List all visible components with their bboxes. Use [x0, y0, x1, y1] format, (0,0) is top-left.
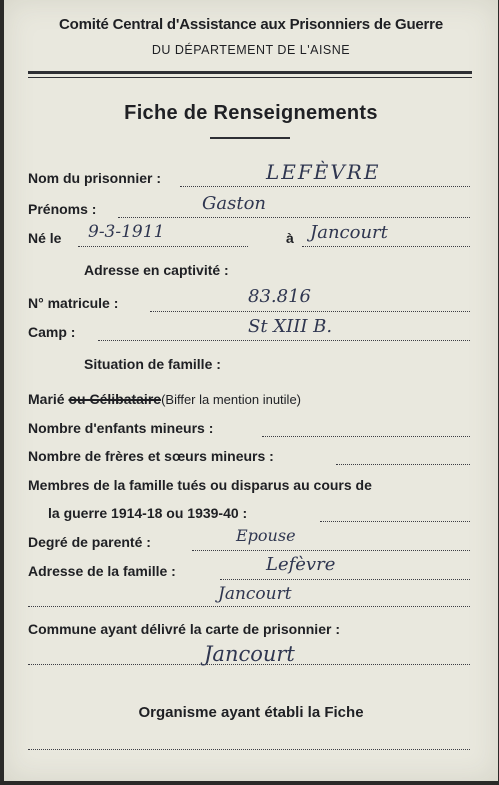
parente-line [192, 550, 470, 551]
adresse-famille-label: Adresse de la famille : [28, 563, 176, 579]
celibataire-label-struck: ou Célibataire [68, 391, 162, 407]
a-label: à [286, 230, 294, 246]
adresse-famille-value1: Lefèvre [266, 554, 336, 575]
header-rule-thin [28, 77, 472, 78]
information-card [4, 0, 498, 781]
form-title: Fiche de Renseignements [124, 102, 378, 124]
title-underline [210, 137, 290, 139]
camp-line [98, 340, 470, 341]
matricule-value: 83.816 [248, 286, 311, 307]
parente-value: Epouse [236, 526, 296, 545]
enfants-label: Nombre d'enfants mineurs : [28, 420, 214, 436]
header-rule-thick [28, 71, 472, 74]
adresse-famille-line1 [220, 579, 470, 580]
ne-le-line [78, 246, 248, 247]
commune-label: Commune ayant délivré la carte de prisonnier : [28, 621, 340, 637]
ne-le-label: Né le [28, 230, 62, 246]
nom-value: LEFÈVRE [266, 160, 381, 184]
freres-line [336, 464, 470, 465]
committee-title: Comité Central d'Assistance aux Prisonniers de Guerre [59, 16, 443, 33]
matricule-line [150, 311, 470, 312]
ne-le-value: 9-3-1911 [88, 222, 165, 242]
camp-label: Camp : [28, 324, 76, 340]
camp-value: St XIII B. [248, 316, 333, 337]
matricule-label: N° matricule : [28, 295, 119, 311]
department-subtitle: DU DÉPARTEMENT DE L'AISNE [151, 43, 351, 57]
a-value: Jancourt [310, 222, 388, 243]
membres-line2: la guerre 1914-18 ou 1939-40 : [48, 505, 248, 521]
nom-line [180, 186, 470, 187]
prenoms-label: Prénoms : [28, 201, 97, 217]
membres-line [320, 521, 470, 522]
prenoms-line [118, 217, 470, 218]
prenoms-value: Gaston [202, 193, 267, 214]
enfants-line [262, 436, 470, 437]
situation-heading: Situation de famille : [84, 356, 221, 372]
biffer-note: (Biffer la mention inutile) [161, 392, 301, 407]
commune-value: Jancourt [204, 642, 295, 666]
organisme-heading: Organisme ayant établi la Fiche [138, 704, 364, 721]
adresse-captivite-heading: Adresse en captivité : [84, 262, 229, 278]
nom-label: Nom du prisonnier : [28, 170, 161, 186]
a-line [302, 246, 470, 247]
adresse-famille-value2: Jancourt [218, 584, 292, 604]
membres-line1: Membres de la famille tués ou disparus au cours de [28, 477, 372, 493]
adresse-famille-line2 [28, 606, 470, 607]
marie-row [28, 391, 301, 407]
freres-label: Nombre de frères et sœurs mineurs : [28, 448, 274, 464]
marie-label: Marié [28, 391, 65, 407]
parente-label: Degré de parenté : [28, 534, 151, 550]
organisme-line [28, 749, 470, 750]
